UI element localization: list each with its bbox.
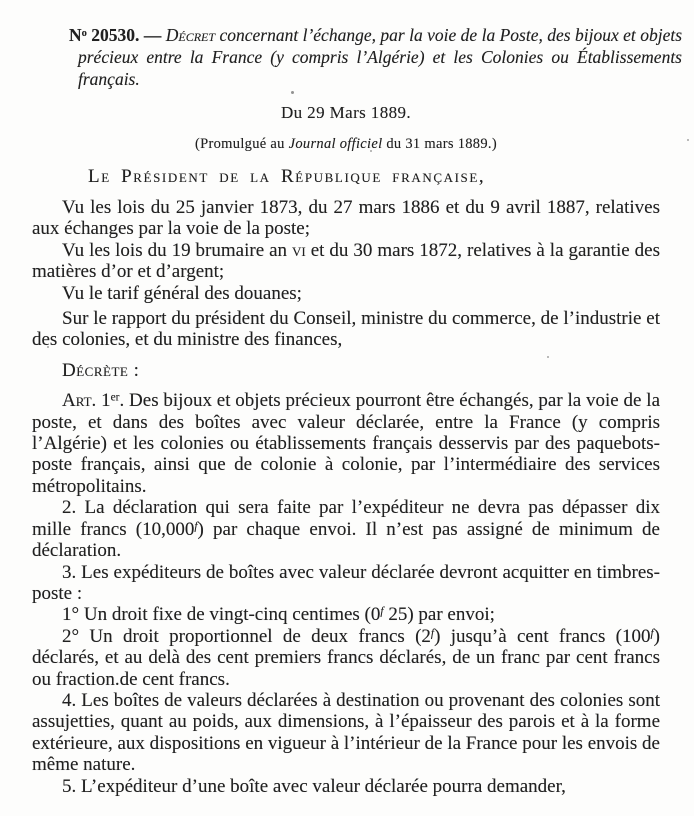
preamble-paragraph-3: Vu le tarif général des douanes; <box>62 282 302 304</box>
preamble-paragraph-1: Vu les lois du 25 janvier 1873, du 27 mars 1886 et du 9 avril 1887, relatives aux échanges par la voie de la poste; <box>32 197 660 240</box>
salutation-line: Le Président de la République française, <box>88 166 486 187</box>
article-4: 4. Les boîtes de valeurs déclarées à destination ou provenant des colonies sont assujetties, quant au poids, aux dimensions, à l’épaisseur des parois et à la forme extérieure, aux dispositions en vigueur à l’intérieur de la France pour les envois de même nature. <box>32 689 660 776</box>
article-5: 5. L’expéditeur d’une boîte avec valeur déclarée pourra demander, <box>62 775 566 797</box>
scan-speck <box>687 139 689 141</box>
scan-speck <box>291 91 294 94</box>
preamble-paragraph-2: Vu les lois du 19 brumaire an vi et du 30 mars 1872, relatives à la garantie des matières d’or et d’argent; <box>32 239 660 283</box>
article-3-item-1: 1° Un droit fixe de vingt-cinq centimes (0$^f$ 25) par envoi; <box>62 604 495 626</box>
scan-speck <box>547 356 549 358</box>
preamble-paragraph-4: Sur le rapport du président du Conseil, ministre du commerce, de l’industrie et des colonies, et du ministre des finances, <box>32 308 660 351</box>
article-3-item-2: 2° Un droit proportionnel de deux francs (2$^f$) jusqu’à cent francs (100$^f$) déclarés, et au delà des cent premiers francs déclarés, de un franc par cent francs ou fraction.de cent francs. <box>32 625 660 690</box>
decree-date: Du 29 Mars 1889. <box>280 103 412 122</box>
scan-speck <box>47 346 49 348</box>
scan-speck <box>370 150 372 152</box>
decree-formula: Décrète : <box>62 359 140 381</box>
article-1: Art. 1er. Des bijoux et objets précieux pourront être échangés, par la voie de la poste, et dans des boîtes avec valeur déclarée, entre la France (y compris l’Algérie) et les colonies ou établissements français desservis par des paquebots-poste français, ainsi que de colonie à colonie, par l’intermédiaire des services métropolitains. <box>32 390 661 497</box>
decree-heading: $N^o$ 20530. — Décret concernant l’échange, par la voie de la Poste, des bijoux et objets précieux entre la France (y compris l’Algérie) et les Colonies ou Établissements français. <box>69 25 683 89</box>
text-column <box>32 0 682 797</box>
article-2: 2. La déclaration qui sera faite par l’expéditeur ne devra pas dépasser dix mille francs (10,000$^f$) par chaque envoi. Il n’est pas assigné de minimum de déclaration. <box>32 497 660 562</box>
promulgation-note: (Promulgué au Journal officiel du 31 mars 1889.) <box>195 136 497 152</box>
article-3: 3. Les expéditeurs de boîtes avec valeur déclarée devront acquitter en timbres-poste : <box>32 561 660 604</box>
